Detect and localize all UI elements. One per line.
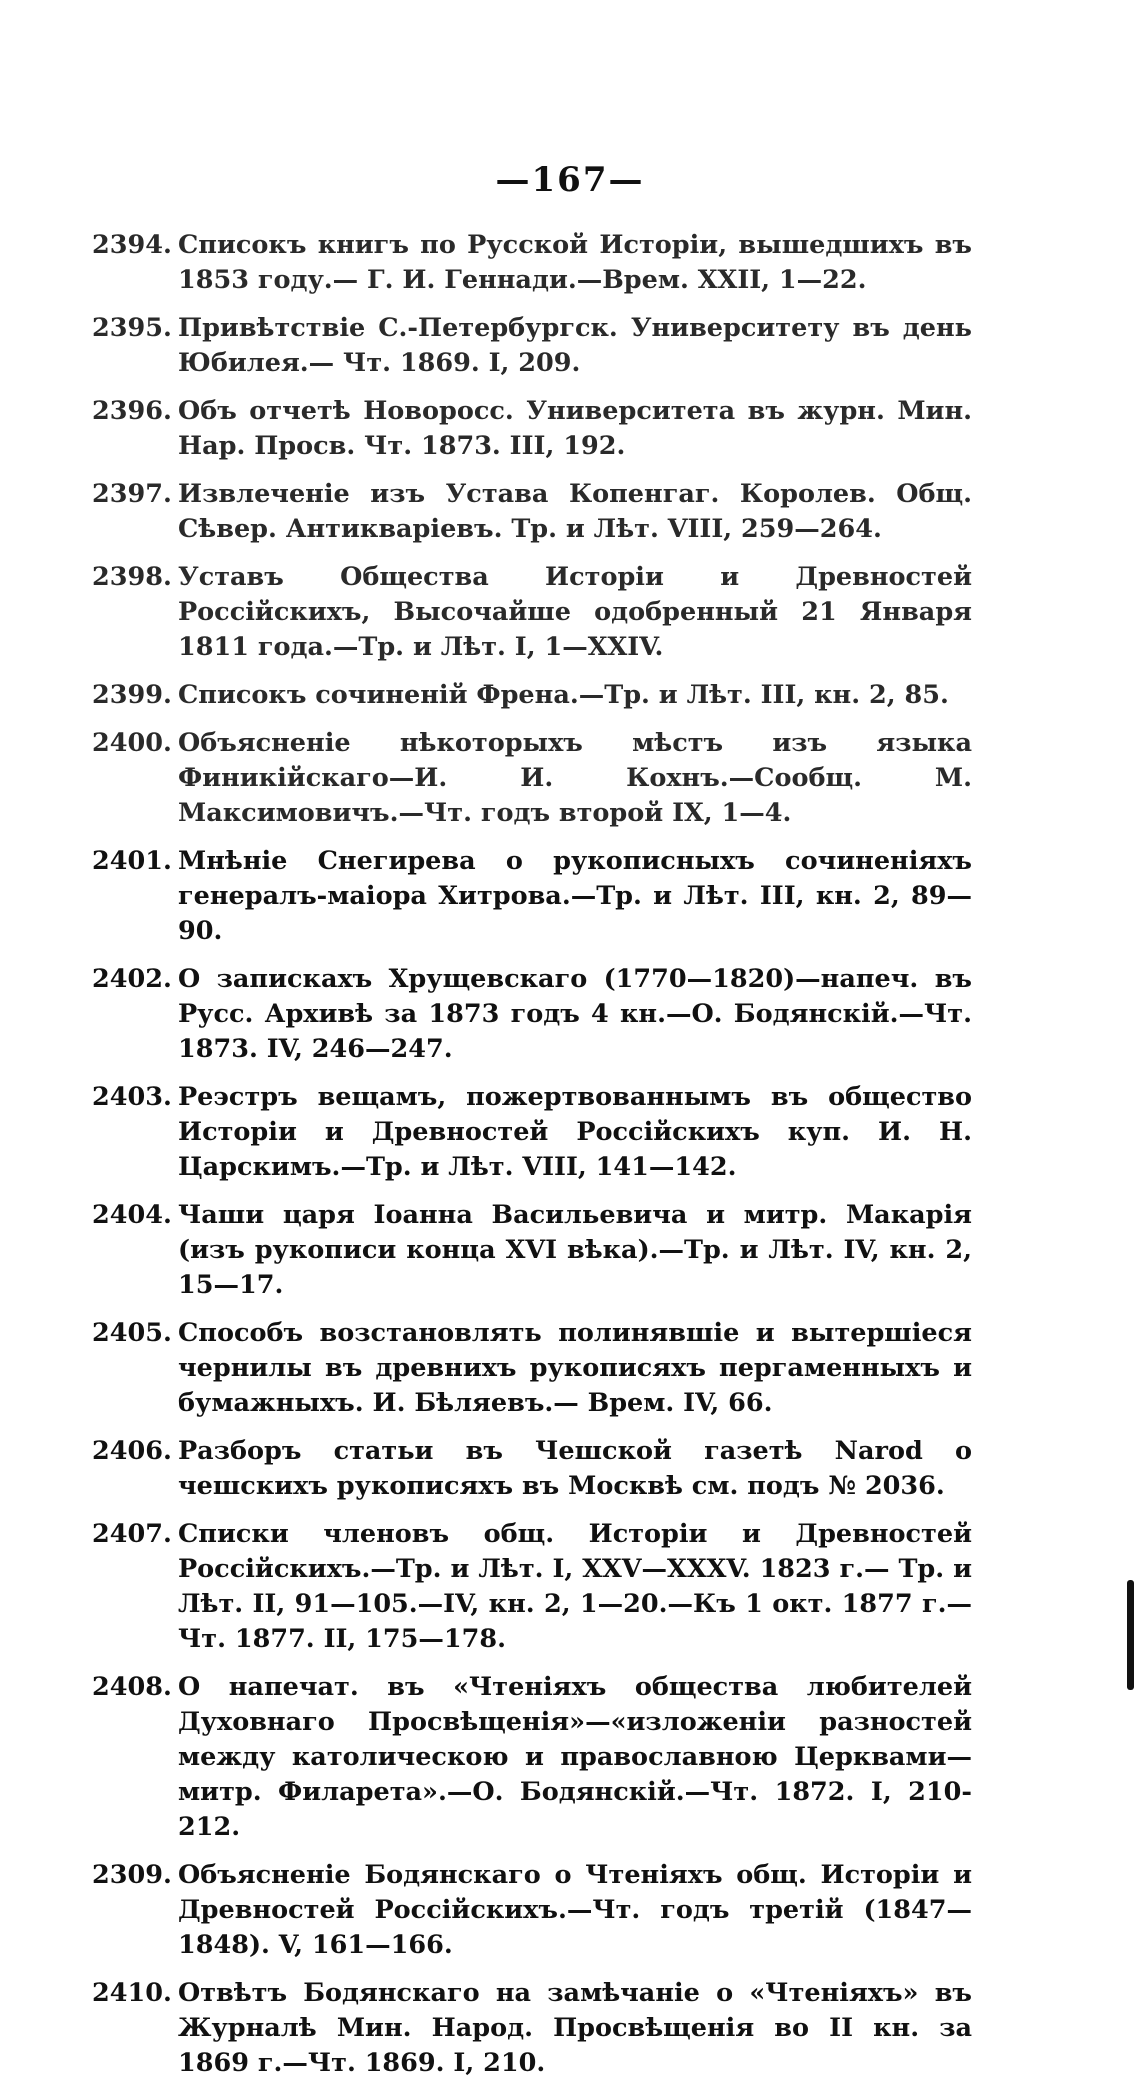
entry-number: 2398. (92, 562, 172, 592)
entry-text: Мнѣніе Снегирева о рукописныхъ сочиненіяхъ генералъ-маіора Хитрова.—Тр. и Лѣт. III, кн. 2, 89—90. (178, 846, 972, 946)
list-item (92, 1080, 972, 1185)
list-item (92, 726, 972, 831)
list-item (92, 1434, 972, 1504)
entry-number: 2403. (92, 1082, 172, 1112)
entry-number: 2400. (92, 728, 172, 758)
entry-text: Списки членовъ общ. Исторіи и Древностей Россійскихъ.—Тр. и Лѣт. I, XXV—XXXV. 1823 г.— Тр. и Лѣт. II, 91—105.—IV, кн. 2, 1—20.—Къ 1 окт. 1877 г.—Чт. 1877. II, 175—178. (178, 1519, 972, 1654)
entry-list (92, 228, 972, 2094)
entry-number: 2404. (92, 1200, 172, 1230)
entry-text: Уставъ Общества Исторіи и Древностей Россійскихъ, Высочайше одобренный 21 Января 1811 года.—Тр. и Лѣт. I, 1—XXIV. (178, 562, 972, 662)
list-item (92, 1517, 972, 1657)
entry-text: Списокъ книгъ по Русской Исторіи, вышедшихъ въ 1853 году.— Г. И. Геннади.—Врем. XXII, 1—22. (178, 230, 972, 295)
entry-number: 2405. (92, 1318, 172, 1348)
list-item (92, 1858, 972, 1963)
entry-number: 2408. (92, 1672, 172, 1702)
entry-text: Привѣтствіе С.-Петербургск. Университету въ день Юбилея.— Чт. 1869. I, 209. (178, 313, 972, 378)
entry-number: 2395. (92, 313, 172, 343)
list-item (92, 1976, 972, 2081)
entry-text: Извлеченіе изъ Устава Копенгаг. Королев. Общ. Сѣвер. Антикваріевъ. Тр. и Лѣт. VIII, 259—264. (178, 479, 972, 544)
entry-number: 2406. (92, 1436, 172, 1466)
list-item (92, 1316, 972, 1421)
entry-text: О запискахъ Хрущевскаго (1770—1820)—напеч. въ Русс. Архивѣ за 1873 годъ 4 кн.—О. Бодянскій.—Чт. 1873. IV, 246—247. (178, 964, 972, 1064)
entry-number: 2399. (92, 680, 172, 710)
list-item (92, 678, 972, 713)
entry-number: 2394. (92, 230, 172, 260)
entry-number: 2397. (92, 479, 172, 509)
list-item (92, 477, 972, 547)
list-item (92, 1670, 972, 1845)
list-item (92, 844, 972, 949)
entry-text: Чаши царя Іоанна Васильевича и митр. Макарія (изъ рукописи конца XVI вѣка).—Тр. и Лѣт. IV, кн. 2, 15—17. (178, 1200, 972, 1300)
entry-number: 2410. (92, 1978, 172, 2008)
entry-text: Объясненіе нѣкоторыхъ мѣстъ изъ языка Финикійскаго—И. И. Кохнъ.—Сообщ. М. Максимовичъ.—Чт. годъ второй IX, 1—4. (178, 728, 972, 828)
entry-number: 2396. (92, 396, 172, 426)
entry-number: 2401. (92, 846, 172, 876)
entry-number: 2402. (92, 964, 172, 994)
scan-edge-mark (1127, 1580, 1134, 1690)
entry-number: 2407. (92, 1519, 172, 1549)
entry-text: Разборъ статьи въ Чешской газетѣ Narod о чешскихъ рукописяхъ въ Москвѣ см. подъ № 2036. (178, 1436, 972, 1501)
list-item (92, 962, 972, 1067)
page-number: —167— (495, 160, 645, 200)
entry-text: Списокъ сочиненій Френа.—Тр. и Лѣт. III, кн. 2, 85. (178, 680, 949, 710)
entry-text: Объ отчетѣ Новоросс. Университета въ журн. Мин. Нар. Просв. Чт. 1873. III, 192. (178, 396, 972, 461)
entry-text: Реэстръ вещамъ, пожертвованнымъ въ общество Исторіи и Древностей Россійскихъ куп. И. Н. Царскимъ.—Тр. и Лѣт. VIII, 141—142. (178, 1082, 972, 1182)
entry-text: Отвѣтъ Бодянскаго на замѣчаніе о «Чтеніяхъ» въ Журналѣ Мин. Народ. Просвѣщенія во II кн. за 1869 г.—Чт. 1869. I, 210. (178, 1978, 972, 2078)
list-item (92, 228, 972, 298)
entry-text: О напечат. въ «Чтеніяхъ общества любителей Духовнаго Просвѣщенія»—«изложеніи разностей между католическою и православною Церквами—митр. Филарета».—О. Бодянскій.—Чт. 1872. I, 210-212. (178, 1672, 972, 1842)
entry-number: 2309. (92, 1860, 172, 1890)
list-item (92, 1198, 972, 1303)
list-item (92, 311, 972, 381)
entry-text: Способъ возстановлять полинявшіе и вытершіеся чернилы въ древнихъ рукописяхъ пергаменныхъ и бумажныхъ. И. Бѣляевъ.— Врем. IV, 66. (178, 1318, 972, 1418)
list-item (92, 394, 972, 464)
entry-text: Объясненіе Бодянскаго о Чтеніяхъ общ. Исторіи и Древностей Россійскихъ.—Чт. годъ третій (1847—1848). V, 161—166. (178, 1860, 972, 1960)
list-item (92, 560, 972, 665)
